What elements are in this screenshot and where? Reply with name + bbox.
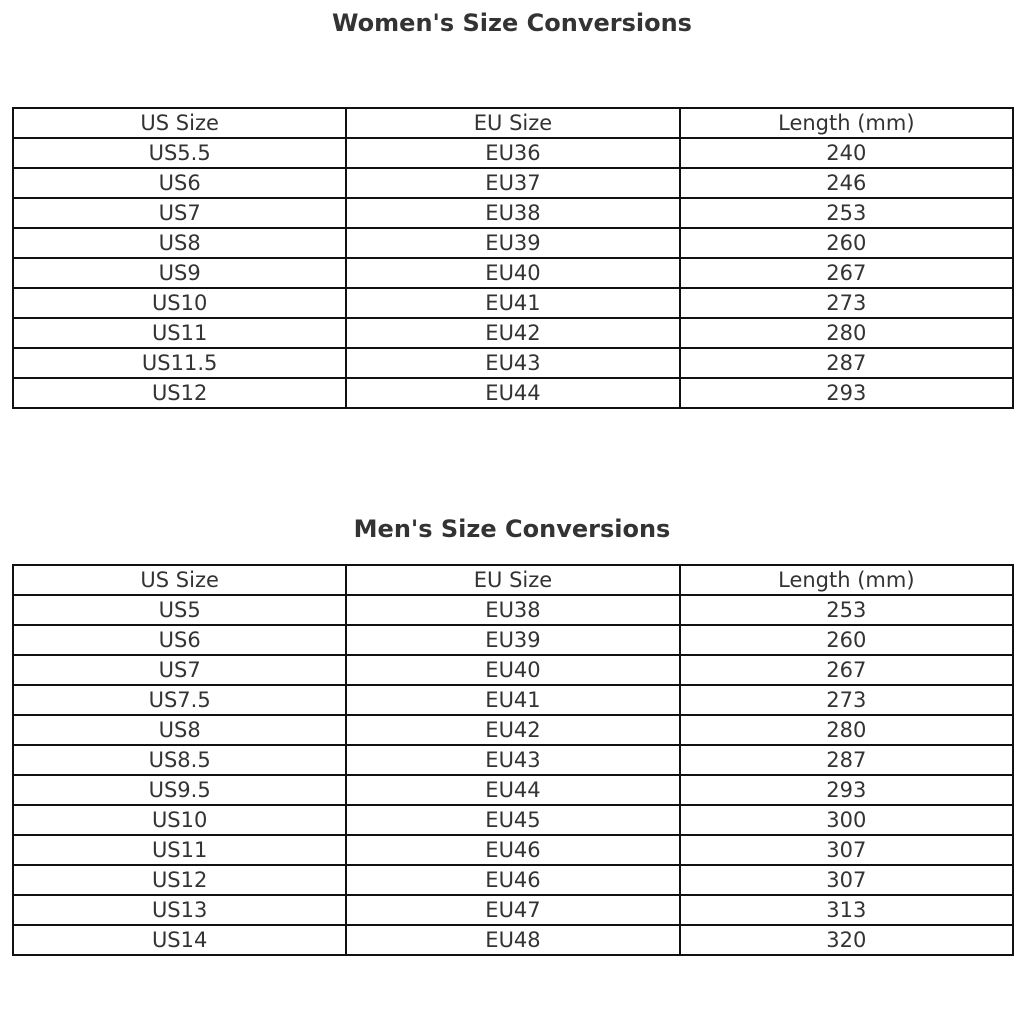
cell-length: 300 [680,805,1013,835]
cell-us-size: US5 [13,595,346,625]
table-row [13,288,1013,318]
cell-length: 260 [680,228,1013,258]
cell-us-size: US13 [13,895,346,925]
cell-eu-size: EU44 [346,775,679,805]
header-eu-size: EU Size [346,565,679,595]
cell-us-size: US11 [13,835,346,865]
cell-eu-size: EU39 [346,625,679,655]
cell-eu-size: EU39 [346,228,679,258]
table-header-row [13,108,1013,138]
cell-us-size: US8 [13,228,346,258]
header-us-size: US Size [13,108,346,138]
cell-eu-size: EU43 [346,745,679,775]
cell-length: 307 [680,865,1013,895]
cell-us-size: US6 [13,625,346,655]
cell-length: 287 [680,348,1013,378]
table-row [13,138,1013,168]
cell-length: 273 [680,685,1013,715]
cell-length: 287 [680,745,1013,775]
table-row [13,775,1013,805]
header-length: Length (mm) [680,108,1013,138]
cell-us-size: US11.5 [13,348,346,378]
cell-eu-size: EU47 [346,895,679,925]
cell-length: 240 [680,138,1013,168]
cell-length: 267 [680,258,1013,288]
cell-eu-size: EU42 [346,715,679,745]
cell-length: 280 [680,318,1013,348]
cell-us-size: US8.5 [13,745,346,775]
header-length: Length (mm) [680,565,1013,595]
cell-length: 246 [680,168,1013,198]
cell-eu-size: EU38 [346,595,679,625]
cell-us-size: US12 [13,378,346,408]
cell-us-size: US9 [13,258,346,288]
table-row [13,865,1013,895]
women-table-body [13,138,1013,408]
table-row [13,655,1013,685]
table-row [13,318,1013,348]
cell-us-size: US7 [13,655,346,685]
men-table-body [13,595,1013,955]
table-row [13,925,1013,955]
table-row [13,348,1013,378]
cell-us-size: US5.5 [13,138,346,168]
cell-eu-size: EU37 [346,168,679,198]
cell-us-size: US14 [13,925,346,955]
cell-length: 280 [680,715,1013,745]
header-eu-size: EU Size [346,108,679,138]
cell-us-size: US8 [13,715,346,745]
table-row [13,595,1013,625]
cell-length: 293 [680,775,1013,805]
table-row [13,228,1013,258]
table-row [13,715,1013,745]
men-size-table [12,564,1014,956]
cell-length: 253 [680,595,1013,625]
cell-eu-size: EU48 [346,925,679,955]
cell-us-size: US7 [13,198,346,228]
cell-length: 307 [680,835,1013,865]
cell-eu-size: EU43 [346,348,679,378]
cell-length: 313 [680,895,1013,925]
cell-us-size: US7.5 [13,685,346,715]
men-table-title: Men's Size Conversions [353,515,671,543]
cell-eu-size: EU46 [346,865,679,895]
cell-eu-size: EU41 [346,685,679,715]
cell-eu-size: EU46 [346,835,679,865]
table-row [13,258,1013,288]
cell-us-size: US10 [13,805,346,835]
cell-us-size: US11 [13,318,346,348]
cell-eu-size: EU40 [346,655,679,685]
table-row [13,805,1013,835]
table-row [13,198,1013,228]
cell-eu-size: EU42 [346,318,679,348]
cell-eu-size: EU38 [346,198,679,228]
cell-us-size: US12 [13,865,346,895]
table-row [13,168,1013,198]
table-header-row [13,565,1013,595]
table-row [13,378,1013,408]
table-row [13,685,1013,715]
cell-eu-size: EU40 [346,258,679,288]
cell-length: 253 [680,198,1013,228]
table-row [13,835,1013,865]
cell-length: 273 [680,288,1013,318]
cell-eu-size: EU41 [346,288,679,318]
cell-us-size: US9.5 [13,775,346,805]
cell-length: 267 [680,655,1013,685]
cell-length: 293 [680,378,1013,408]
cell-us-size: US6 [13,168,346,198]
cell-length: 320 [680,925,1013,955]
cell-us-size: US10 [13,288,346,318]
table-row [13,625,1013,655]
header-us-size: US Size [13,565,346,595]
table-row [13,895,1013,925]
women-table-title: Women's Size Conversions [332,9,692,37]
cell-length: 260 [680,625,1013,655]
cell-eu-size: EU44 [346,378,679,408]
women-size-table [12,107,1014,409]
cell-eu-size: EU36 [346,138,679,168]
cell-eu-size: EU45 [346,805,679,835]
table-row [13,745,1013,775]
